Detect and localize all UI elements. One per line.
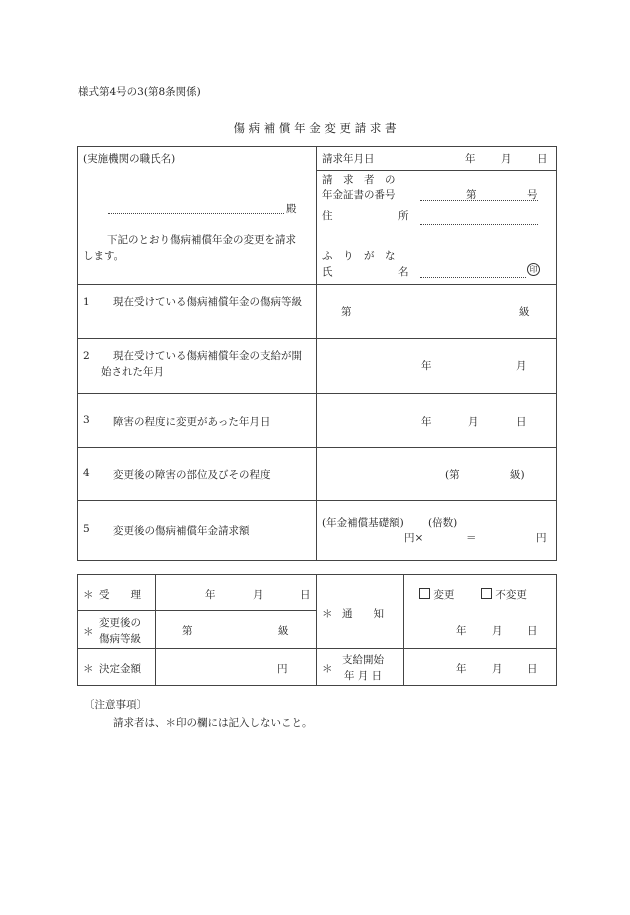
no-change-label: 不変更 [495, 589, 527, 601]
item-2-text: 現在受けている傷病補償年金の支給が開始された年月 [101, 350, 302, 378]
date-month: 月 [501, 153, 512, 165]
received-label: 受 理 [99, 589, 141, 601]
multiplier-label: (倍数) [428, 517, 458, 529]
institution-label: (実施機関の職氏名) [83, 153, 176, 165]
changed-grade-dai: 第 [182, 625, 193, 637]
received-month: 月 [253, 589, 264, 601]
start-date-label-a: 支給開始 [342, 654, 384, 666]
asterisk-4: ＊ [322, 608, 333, 620]
item-4-text: 変更後の障害の部位及びその程度 [113, 469, 271, 481]
item-3-year: 年 [421, 416, 432, 428]
item-3-number: 3 [83, 414, 90, 426]
certificate-number-label: 年金証書の番号 [322, 189, 396, 201]
name-label-a: 氏 [322, 266, 333, 278]
start-day: 日 [527, 663, 538, 675]
item-3-text: 障害の程度に変更があった年月日 [113, 416, 271, 428]
no-change-option[interactable] [481, 587, 527, 602]
received-day: 日 [300, 589, 311, 601]
furigana-label: ふ り が な [322, 250, 396, 262]
institution-field[interactable] [108, 213, 284, 214]
request-date-label: 請求年月日 [322, 153, 375, 165]
start-month: 月 [492, 663, 503, 675]
notice-label: 通 知 [342, 608, 384, 620]
asterisk-3: ＊ [83, 663, 94, 675]
notice-day: 日 [527, 625, 538, 637]
form-number: 様式第4号の3(第8条関係) [78, 86, 201, 98]
address-label-a: 住 [322, 210, 333, 222]
notes-heading: 〔注意事項〕 [84, 699, 147, 711]
item-2-number: 2 [83, 350, 90, 362]
changed-grade-kyu: 級 [278, 625, 289, 637]
item-3-month: 月 [468, 416, 479, 428]
start-year: 年 [456, 663, 467, 675]
claimant-label: 請 求 者 の [322, 174, 396, 186]
checkbox-icon[interactable] [419, 588, 430, 599]
change-label: 変更 [433, 589, 455, 601]
item-3-day: 日 [516, 416, 527, 428]
seal-icon: 印 [527, 263, 540, 276]
item-4-number: 4 [83, 467, 90, 479]
address-label-b: 所 [398, 210, 409, 222]
item-4-dai: (第 [445, 469, 460, 481]
name-label-b: 名 [398, 266, 409, 278]
notice-year: 年 [456, 625, 467, 637]
base-amount-label: (年金補償基礎額) [322, 517, 404, 529]
dono-label: 殿 [286, 203, 297, 215]
start-date-label-b: 年 月 日 [344, 670, 383, 682]
date-day: 日 [537, 153, 548, 165]
received-year: 年 [205, 589, 216, 601]
cert-go: 号 [527, 189, 538, 201]
item-1-text: 現在受けている傷病補償年金の傷病等級 [113, 296, 302, 308]
item-1-dai: 第 [341, 306, 352, 318]
item-4-kyu: 級) [510, 469, 525, 481]
item-5-number: 5 [83, 523, 90, 535]
changed-grade-label-a: 変更後の [99, 617, 141, 629]
decided-amount-label: 決定金額 [99, 663, 141, 675]
name-field[interactable] [420, 277, 526, 278]
certificate-number-field[interactable] [420, 200, 538, 201]
asterisk-5: ＊ [322, 663, 333, 675]
request-text: 下記のとおり傷病補償年金の変更を請求します。 [83, 234, 296, 262]
item-2-month: 月 [516, 360, 527, 372]
item-1-number: 1 [83, 296, 90, 308]
cert-dai: 第 [466, 189, 477, 201]
changed-grade-label-b: 傷病等級 [99, 633, 141, 645]
change-option[interactable] [419, 587, 454, 602]
item-2-year: 年 [421, 360, 432, 372]
item-5-text: 変更後の傷病補償年金請求額 [113, 525, 250, 537]
yen-unit: 円 [536, 532, 547, 544]
notes-text: 請求者は、＊印の欄には記入しないこと。 [113, 717, 313, 729]
yen-times: 円× [404, 532, 424, 544]
checkbox-icon[interactable] [481, 588, 492, 599]
asterisk-1: ＊ [83, 589, 94, 601]
notice-month: 月 [492, 625, 503, 637]
decided-amount-yen: 円 [277, 663, 288, 675]
address-field[interactable] [420, 224, 538, 225]
asterisk-2: ＊ [83, 626, 94, 638]
equals-sign: ＝ [466, 532, 477, 544]
form-title: 傷 病 補 償 年 金 変 更 請 求 書 [233, 121, 397, 135]
date-year: 年 [465, 153, 476, 165]
item-1-kyu: 級 [519, 306, 530, 318]
